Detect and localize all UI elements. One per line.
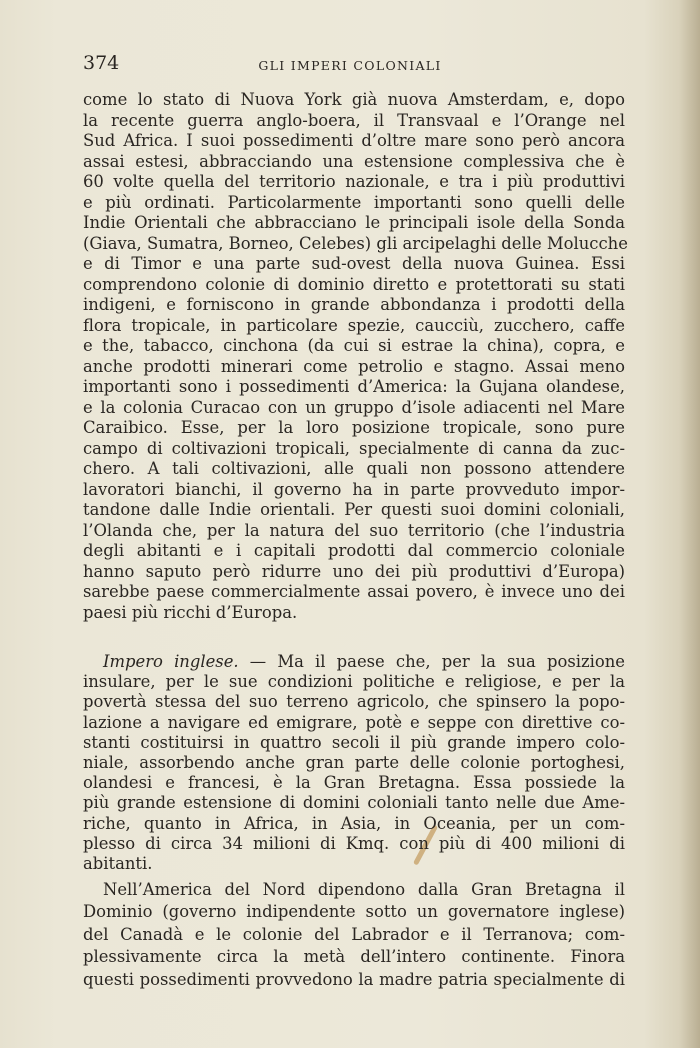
text-line: lavoratori bianchi, il governo ha in parte provveduto impor-: [83, 479, 625, 499]
text-line: [83, 652, 625, 672]
text-line: Indie Orientali che abbracciano le principali isole della Sonda: [83, 213, 625, 232]
text-line: povertà stessa del suo terreno agricolo, che spinsero la popo-: [83, 692, 625, 712]
text-line: riche, quanto in Africa, in Asia, in Oceania, per un com-: [83, 813, 625, 833]
text-line: Nell’America del Nord dipendono dalla Gran Bretagna il: [103, 880, 625, 899]
text-line: sarebbe paese commercialmente assai povero, è invece uno dei: [83, 582, 625, 601]
text-line: Caraibico. Esse, per la loro posizione tropicale, sono pure: [83, 418, 625, 437]
text-line: l’Olanda che, per la natura del suo territorio (che l’industria: [83, 520, 625, 540]
text-line: campo di coltivazioni tropicali, specialmente di canna da zuc-: [83, 438, 625, 458]
text-line: e the, tabacco, cinchona (da cui si estrae la china), copra, e: [83, 336, 625, 355]
text-line: stanti costituirsi in quattro secoli il più grande impero colo-: [83, 732, 625, 752]
text-line: insulare, per le sue condizioni politiche e religiose, e per la: [83, 672, 625, 692]
text-line: anche prodotti minerari come petrolio e stagno. Assai meno: [83, 356, 625, 376]
text-line: abitanti.: [83, 854, 153, 873]
text-line: lazione a navigare ed emigrare, potè e seppe con direttive co-: [83, 712, 625, 732]
text-line: assai estesi, abbracciando una estensione complessiva che è: [83, 151, 625, 171]
section-heading: Impero inglese.: [103, 652, 239, 671]
paragraph-start: — Ma il paese che, per la sua posizione: [249, 652, 625, 671]
text-line: la recente guerra anglo-boera, il Transvaal e l’Orange nel: [83, 110, 625, 130]
text-line: paesi più ricchi d’Europa.: [83, 602, 298, 622]
text-line: come lo stato di Nuova York già nuova Amsterdam, e, dopo: [83, 90, 625, 109]
text-line: e la colonia Curacao con un gruppo d’isole adiacenti nel Mare: [83, 397, 625, 417]
text-line: importanti sono i possedimenti d’America: la Gujana olandese,: [83, 377, 625, 396]
text-line: niale, assorbendo anche gran parte delle colonie portoghesi,: [83, 753, 625, 772]
text-line: Sud Africa. I suoi possedimenti d’oltre mare sono però ancora: [83, 131, 625, 150]
text-line: plessivamente circa la metà dell’intero continente. Finora: [83, 947, 625, 967]
text-line: indigeni, e forniscono in grande abbondanza i prodotti della: [83, 295, 625, 314]
text-line: comprendono colonie di dominio diretto e protettorati su stati: [83, 274, 625, 294]
text-line: del Canadà e le colonie del Labrador e il Terranova; com-: [83, 924, 625, 944]
text-line: 60 volte quella del territorio nazionale, e tra i più produttivi: [83, 172, 625, 191]
text-line: flora tropicale, in particolare spezie, caucciù, zucchero, caffe: [83, 315, 625, 335]
text-line: Dominio (governo indipendente sotto un governatore inglese): [83, 902, 625, 922]
running-title: GLI IMPERI COLONIALI: [258, 58, 442, 73]
page-number: 374: [83, 52, 120, 74]
text-line: degli abitanti e i capitali prodotti dal commercio coloniale: [83, 541, 625, 560]
text-line: hanno saputo però ridurre uno dei più produttivi d’Europa): [83, 561, 625, 581]
text-line: più grande estensione di domini coloniali tanto nelle due Ame-: [83, 793, 625, 813]
text-line: (Giava, Sumatra, Borneo, Celebes) gli arcipelaghi delle Molucche: [83, 233, 628, 253]
text-line: e più ordinati. Particolarmente importanti sono quelli delle: [83, 192, 625, 212]
text-line: olandesi e francesi, è la Gran Bretagna. Essa possiede la: [83, 773, 625, 793]
text-line: chero. A tali coltivazioni, alle quali non possono attendere: [83, 459, 625, 478]
text-line: tandone dalle Indie orientali. Per questi suoi domini coloniali,: [83, 500, 625, 519]
text-line: questi possedimenti provvedono la madre patria specialmente di: [83, 969, 625, 989]
text-line: e di Timor e una parte sud-ovest della nuova Guinea. Essi: [83, 254, 625, 273]
text-line: plesso di circa 34 milioni di Kmq. con più di 400 milioni di: [83, 833, 625, 853]
